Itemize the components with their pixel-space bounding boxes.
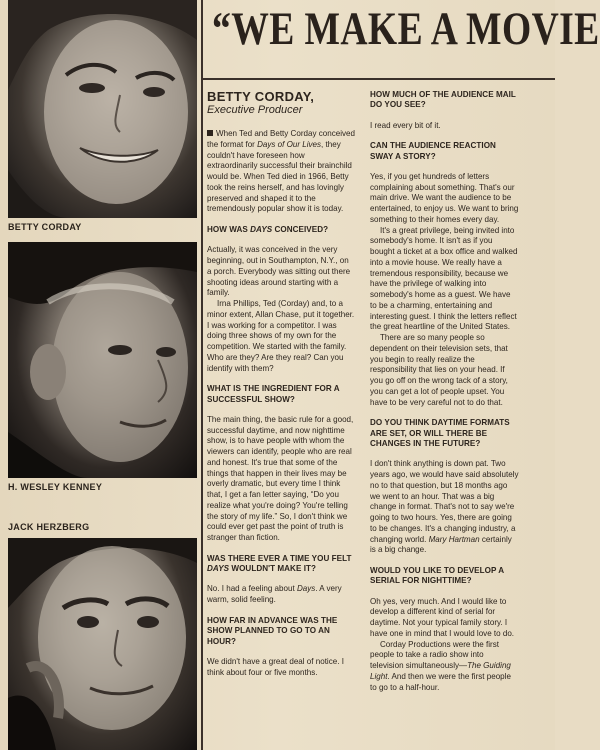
question-heading: DO YOU THINK DAYTIME FORMATS ARE SET, OR WILL THERE BE CHANGES IN THE FUTURE? [370, 418, 510, 449]
answer-paragraph: No. I had a feeling about Days. A very warm, solid feeling. [207, 584, 342, 605]
portrait-illustration-2 [8, 242, 197, 478]
article-column-2 [370, 90, 519, 693]
title-rule [201, 78, 555, 80]
question-heading: CAN THE AUDIENCE REACTION SWAY A STORY? [370, 141, 496, 161]
answer-paragraph: I don't think anything is down pat. Two years ago, we would have said absolutely no to that question, but 18 months ago we went to an hour. That was a big change in format. That's not to say we're going to two hours. Yes, there are going to be changes. It's a changing industry, a changing world. Mary Hartman certainly is a big change. [370, 459, 519, 555]
intro-paragraph: When Ted and Betty Corday conceived the format for Days of Our Lives, they couldn't have foreseen how extraordinarily successful their brainchild would be. When Ted died in 1966, Betty took the reins herself, and has lovingly preserved and shaped it to the tremendously popular show it is today. [207, 129, 355, 214]
photo-caption-jack-herzberg: JACK HERZBERG [8, 522, 90, 532]
photo-caption-h-wesley-kenney: H. WESLEY KENNEY [8, 482, 103, 492]
answer-paragraph: There are so many people so dependent on their television sets, that you begin to really realize the responsibility that lies on your head. If you go off on the wrong tack of a story, you can get a lot of people upset. You have to be very careful not to do that. [370, 333, 508, 407]
portrait-illustration-1 [8, 0, 197, 218]
question-heading: HOW FAR IN ADVANCE WAS THE SHOW PLANNED TO GO TO AN HOUR? [207, 615, 338, 646]
answer-paragraph: Yes, if you get hundreds of letters complaining about something. That's our main drive. We want the audience to be entertained, to enjoy us. We want to bring something to their homes every day. [370, 171, 519, 224]
answer-paragraph: The main thing, the basic rule for a good, successful daytime, and now nighttime show, is to have people with whom the viewers can identify, people who are real and honest. It's true that some of the things that happen in their lives may be overly dramatic, but every time I think that, I get a fan letter saying, “Do you realize what you're doing? You're telling the story of my life.” So, I don't think we could ever get past the point of truth is stranger than fiction. [207, 414, 354, 543]
question-heading: WOULD YOU LIKE TO DEVELOP A SERIAL FOR NIGHTTIME? [370, 566, 504, 586]
vertical-rule [201, 0, 203, 750]
answer-paragraph: I read every bit of it. [370, 120, 441, 130]
answer-paragraph: We didn't have a great deal of notice. I think about four or five months. [207, 656, 344, 677]
byline-name: BETTY CORDAY, [207, 89, 315, 104]
photo-caption-betty-corday: BETTY CORDAY [8, 222, 82, 232]
answer-paragraph: Corday Productions were the first people to take a radio show into television simultaneously—The Guiding Light. And then we were the first people to go to a half-hour. [370, 639, 511, 692]
answer-paragraph: Actually, it was conceived in the very beginning, out in Southampton, N.Y., on a porch. Everybody was sitting out there shooting ideas around starting with a family. [207, 245, 351, 298]
h-wesley-kenney-photo [8, 242, 197, 478]
article-column-1 [207, 90, 355, 678]
question-heading: WAS THERE EVER A TIME YOU FELT DAYS WOULDN'T MAKE IT? [207, 553, 352, 574]
betty-corday-photo [8, 0, 197, 218]
answer-paragraph: Oh yes, very much. And I would like to develop a different kind of serial for daytime. Not your typical family story. I have one in mind that I would love to do. [370, 596, 515, 638]
answer-paragraph: It's a great privilege, being invited into somebody's home. It isn't as if you bought a ticket at a box office and walked into a movie house. We really have a tremendous responsibility, because we have the privilege of walking into somebody's home as a guest. We have to be a charming, entertaining and interesting guest. I think the letters reflect the great heartline of the United States. [370, 225, 518, 332]
page-title: “WE MAKE A MOVIE [212, 3, 600, 55]
question-heading: WHAT IS THE INGREDIENT FOR A SUCCESSFUL SHOW? [207, 384, 340, 404]
answer-paragraph: Irna Phillips, Ted (Corday) and, to a minor extent, Allan Chase, put it together. I was working for a competitor. I was doing three shows of my own for the competition. We started with the family. Who are they? Are they real? Can you identify with them? [207, 299, 355, 373]
question-heading: HOW WAS DAYS CONCEIVED? [207, 225, 329, 234]
byline-role: Executive Producer [207, 104, 303, 116]
portrait-illustration-3 [8, 538, 197, 750]
jack-herzberg-photo [8, 538, 197, 750]
bullet-icon [207, 130, 213, 136]
question-heading: HOW MUCH OF THE AUDIENCE MAIL DO YOU SEE? [370, 90, 516, 110]
